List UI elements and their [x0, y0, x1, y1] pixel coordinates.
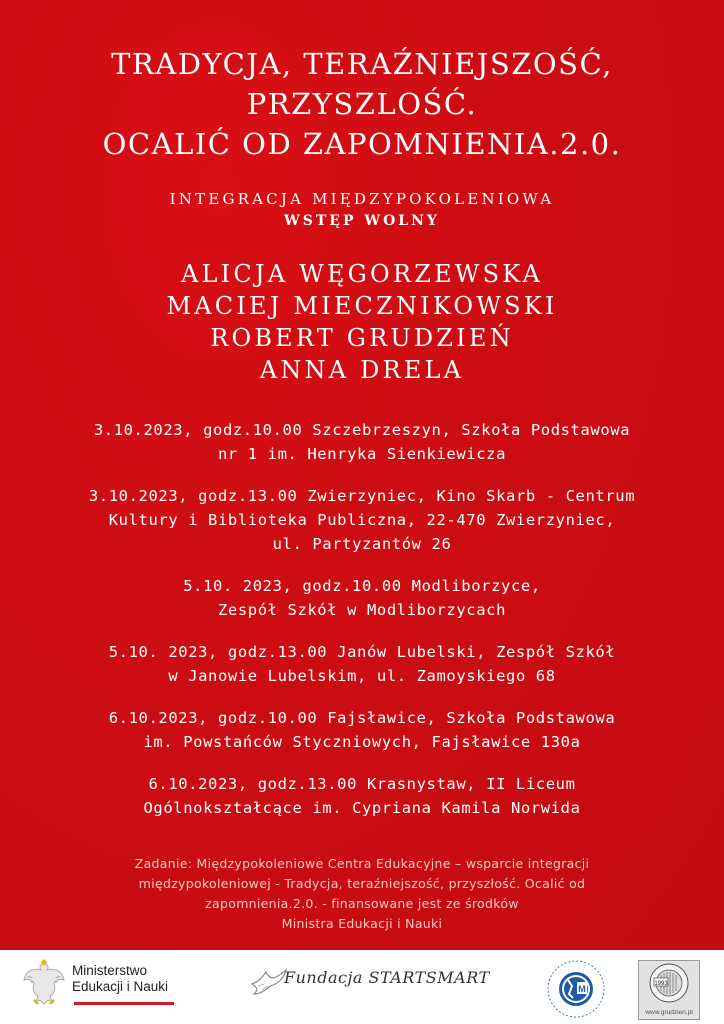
title-line-3: OCALIĆ OD ZAPOMNIENIA.2.0. [102, 127, 622, 161]
event-item [0, 772, 724, 820]
title-line-1: TRADYCJA, TERAŹNIEJSZOŚĆ, [111, 47, 613, 81]
performer-names [0, 258, 724, 386]
performer-name: ROBERT GRUDZIEŃ [210, 324, 514, 352]
fundacja-name: Fundacja STARTSMART [284, 968, 490, 987]
event-line: 6.10.2023, godz.13.00 Krasnystaw, II Liceum [148, 775, 576, 793]
footnote-line: Ministra Edukacji i Nauki [281, 916, 443, 931]
ministry-name-line-1: Ministerstwo [72, 963, 148, 978]
footnote-line: Zadanie: Międzypokoleniowe Centra Edukacyjne – wsparcie integracji [134, 856, 590, 871]
centrum-jana-pawla-ii-seal-icon [546, 958, 606, 1020]
grudzien-logo [638, 960, 700, 1020]
funding-footnote [0, 854, 724, 934]
performer-name: ALICJA WĘGORZEWSKA [181, 260, 543, 288]
event-line: w Janowie Lubelskim, ul. Zamoyskiego 68 [168, 667, 556, 685]
grudzien-seal-icon [639, 961, 699, 1007]
grudzien-url: www.grudzien.pl [645, 1009, 693, 1016]
event-item [0, 574, 724, 622]
event-line: im. Powstańców Styczniowych, Fajsławice 130a [143, 733, 581, 751]
dove-icon [248, 964, 288, 998]
event-line: 5.10. 2023, godz.13.00 Janów Lubelski, Zespół Szkół [108, 643, 616, 661]
event-line: nr 1 im. Henryka Sienkiewicza [217, 445, 507, 463]
svg-text:M: M [578, 984, 586, 994]
event-line: Ogólnokształcące im. Cypriana Kamila Norwida [143, 799, 581, 817]
fundacja-startsmart-logo [248, 962, 490, 1002]
event-line: 3.10.2023, godz.13.00 Zwierzyniec, Kino Skarb - Centrum [88, 487, 636, 505]
event-line: Zespół Szkół w Modliborzycach [217, 601, 507, 619]
event-item [0, 418, 724, 466]
performer-name: MACIEJ MIECZNIKOWSKI [166, 292, 558, 320]
event-item [0, 706, 724, 754]
title-line-2: PRZYSZLOŚĆ. [246, 87, 478, 121]
event-line: 6.10.2023, godz.10.00 Fajsławice, Szkoła Podstawowa [108, 709, 616, 727]
performer-name: ANNA DRELA [259, 356, 465, 384]
ministry-name-line-2: Edukacji i Nauki [72, 979, 169, 994]
event-line: 3.10.2023, godz.10.00 Szczebrzeszyn, Szkoła Podstawowa [93, 421, 631, 439]
poster-title [0, 44, 724, 164]
event-line: Kultury i Biblioteka Publiczna, 22-470 Zwierzyniec, [108, 511, 616, 529]
ministry-logo [22, 958, 182, 1010]
centrum-jana-pawla-logo [546, 958, 606, 1020]
subtitle: INTEGRACJA MIĘDZYPOKOLENIOWA [169, 190, 555, 208]
svg-text:1993: 1993 [654, 981, 668, 987]
polish-eagle-icon [22, 958, 66, 1008]
event-line: 5.10. 2023, godz.10.00 Modliborzyce, [183, 577, 541, 595]
event-item [0, 484, 724, 556]
event-item [0, 640, 724, 688]
event-line: ul. Partyzantów 26 [272, 535, 452, 553]
event-list [0, 418, 724, 838]
footnote-line: międzypokoleniowej - Tradycja, teraźniejszość, przyszłość. Ocalić od [138, 876, 586, 891]
sponsor-logos [0, 950, 724, 1024]
ministry-name [72, 963, 168, 995]
footnote-line: zapomnienia.2.0. - finansowane jest ze środków [205, 896, 519, 911]
free-entry-label: WSTĘP WOLNY [284, 213, 440, 229]
ministry-red-bar [74, 1002, 174, 1005]
